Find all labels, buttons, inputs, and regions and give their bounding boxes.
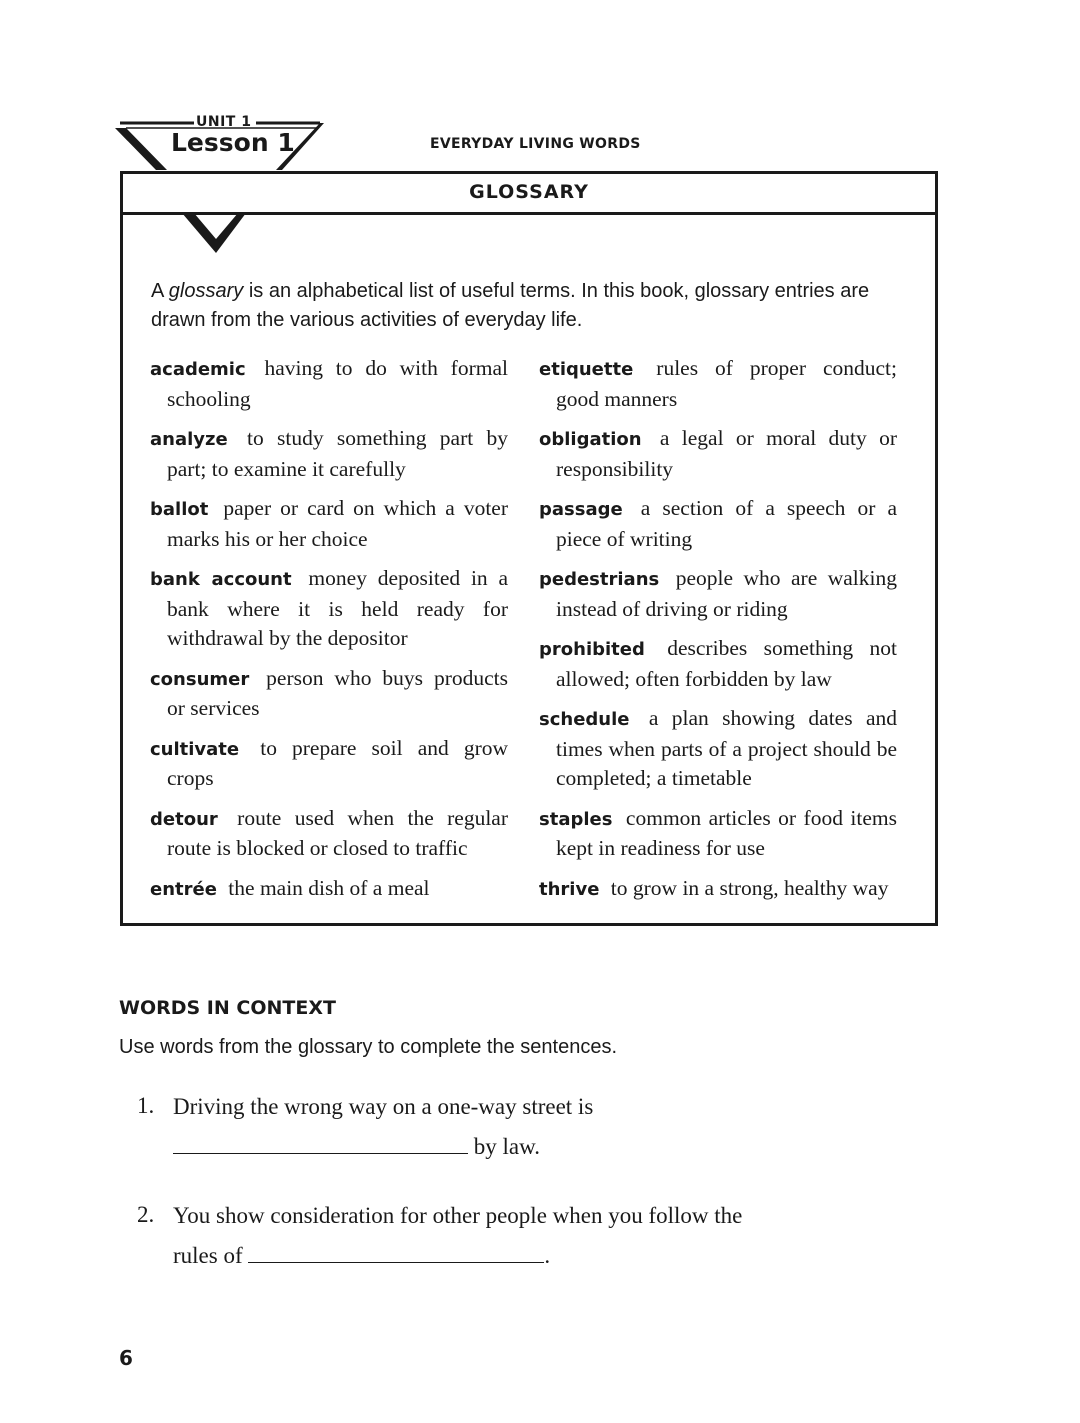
page-number: 6 [119,1346,133,1370]
question-text: Driving the wrong way on a one-way street is [173,1094,594,1119]
glossary-entry [150,494,508,554]
glossary-entry [539,874,897,905]
glossary-definition: having to do with formal schooling [167,356,508,411]
glossary-term: passage [539,499,623,520]
glossary-definition: a legal or moral duty or responsibility [556,426,897,481]
question-1 [173,1087,933,1167]
glossary-definition: a plan showing dates and times when parts of a project should be completed; a timetable [556,706,897,790]
glossary-entry [539,564,897,624]
glossary-term: academic [150,359,246,380]
glossary-entry [150,874,508,905]
glossary-definition: route used when the regular route is blocked or closed to traffic [167,805,508,860]
glossary-term: analyze [150,429,228,450]
glossary-entry [150,804,508,864]
answer-blank[interactable] [173,1131,468,1154]
glossary-entry [150,734,508,794]
question-answer-line [173,1127,933,1167]
question-number: 1. [137,1093,155,1118]
glossary-term: entrée [150,878,217,900]
glossary-term: thrive [539,878,600,900]
glossary-term: cultivate [150,738,240,760]
glossary-term: pedestrians [539,569,660,590]
glossary-definition: money deposited in a bank where it is held ready for withdrawal by the depositor [167,566,509,650]
glossary-entry [539,634,897,694]
glossary-term: consumer [150,668,250,690]
glossary-definition: to prepare soil and grow crops [167,735,509,790]
glossary-entry [539,354,897,414]
unit-label: UNIT 1 [196,114,252,130]
question-text: You show consideration for other people when you follow the [173,1203,743,1228]
question-text-before: rules of [173,1243,249,1268]
header-title: EVERYDAY LIVING WORDS [430,136,641,152]
glossary-definition: paper or card on which a voter marks his or her choice [167,496,509,551]
glossary-entry [539,424,897,484]
answer-blank[interactable] [248,1240,544,1263]
glossary-definition: rules of proper conduct; good manners [556,356,897,411]
glossary-entry [150,664,508,724]
glossary-right-column [539,354,897,914]
instructions: Use words from the glossary to complete the sentences. [119,1036,618,1058]
glossary-title: GLOSSARY [469,181,589,203]
glossary-definition: people who are walking instead of driving or riding [556,566,897,621]
glossary-definition: person who buys products or services [167,665,508,720]
glossary-definition: to grow in a strong, healthy way [610,875,889,900]
glossary-intro [151,277,891,335]
question-text-after: by law. [468,1134,540,1159]
glossary-term: detour [150,808,218,830]
glossary-term: prohibited [539,639,645,660]
glossary-entry [150,354,508,414]
glossary-definition: the main dish of a meal [228,875,430,900]
question-answer-line [173,1236,933,1276]
glossary-term: staples [539,808,613,830]
lesson-label: Lesson 1 [171,128,295,157]
intro-suffix: is an alphabetical list of useful terms. In this book, glossary entries are drawn from the various activities of everyday life. [151,280,870,331]
glossary-term: bank account [150,569,292,590]
question-number: 2. [137,1202,155,1227]
intro-term: glossary [168,280,244,302]
glossary-definition: to study something part by part; to examine it carefully [167,426,508,481]
pointer-triangle-graphic [180,213,250,255]
glossary-entry [539,494,897,554]
intro-prefix: A [151,280,169,302]
glossary-entry [150,564,508,654]
glossary-definition: a section of a speech or a piece of writing [556,496,898,551]
glossary-term: obligation [539,429,642,450]
glossary-term: etiquette [539,359,634,380]
section-title: WORDS IN CONTEXT [119,997,336,1019]
glossary-entry [539,704,897,794]
glossary-entry [150,424,508,484]
glossary-term: schedule [539,709,630,730]
question-2 [173,1196,933,1276]
glossary-definition: common articles or food items kept in readiness for use [556,805,897,860]
question-text-after: . [544,1243,551,1268]
glossary-entry [539,804,897,864]
glossary-term: ballot [150,499,209,520]
glossary-left-column [150,354,508,914]
glossary-definition: describes something not allowed; often forbidden by law [556,636,897,691]
